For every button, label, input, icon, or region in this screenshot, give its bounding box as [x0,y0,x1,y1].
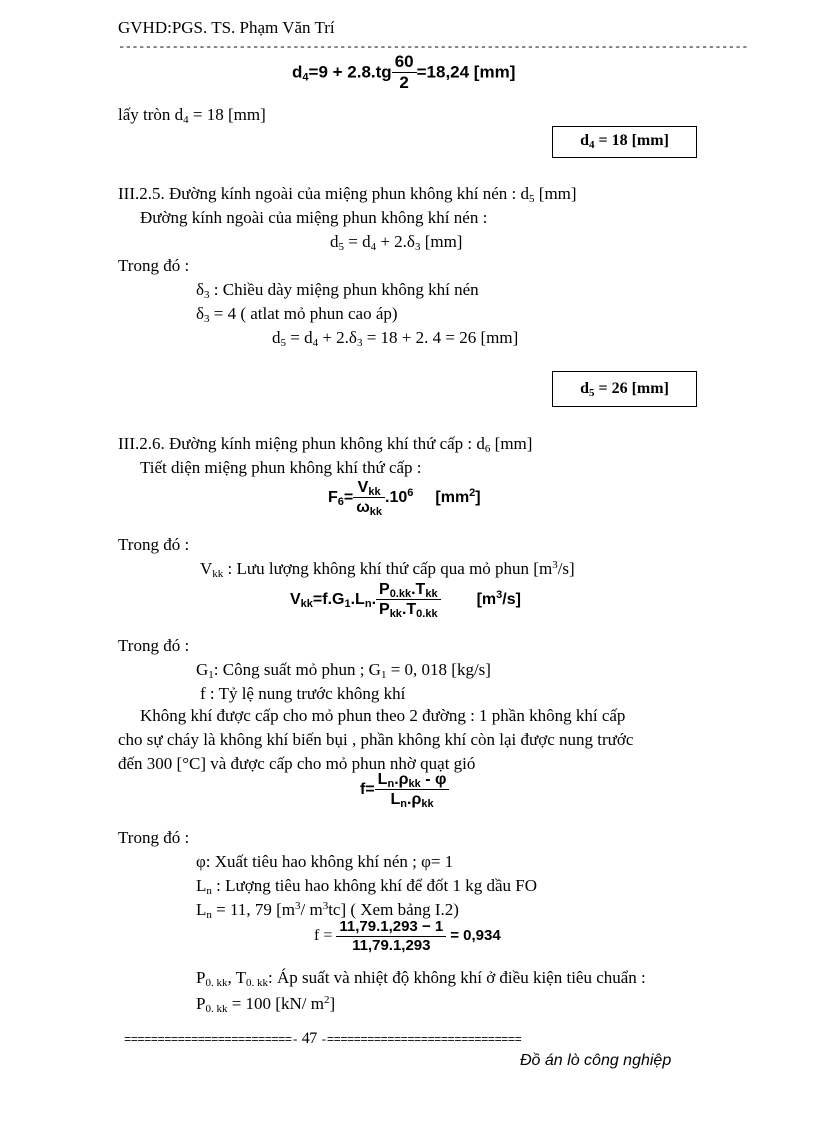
P0-value: $P_{0. kk} = 100$ [kN/ $m^2$] [196,994,336,1015]
section-desc-F6: Tiết diện miệng phun không khí thứ cấp : [140,458,422,477]
delta-value: $\delta_3 = 4$ ( atlat mỏ phun cao áp) [196,304,398,325]
paragraph-line-3: đến 300 [°C] và được cấp cho mỏ phun nhờ quạt gió [118,754,476,773]
delta-definition: $\delta_3$ : Chiều dày miệng phun không khí nén [196,280,479,301]
footer-title: Đồ án lò công nghiệp [520,1052,672,1069]
phi-definition: φ: Xuất tiêu hao không khí nén ; φ= 1 [196,852,454,871]
section-heading-III-2-5: III.2.5. Đường kính ngoài của miệng phun không khí nén : $d_5$ [mm] [118,184,577,205]
calc-d5: $d_5 = d_4 + 2.\delta_3 = 18 + 2$. 4 = 26 [mm] [272,328,519,349]
header-dashes: ---------------------------------------------------------------------------------------------- [118,40,748,54]
Vkk-definition: $V_{kk}$ : Lưu lượng không khí thứ cấp qua mỏ phun $[m^3/s]$ [200,559,575,580]
where-label: Trong đó : [118,256,190,275]
formula-d5: $d_5 = d_4 + 2.\delta_3$ [mm] [330,232,463,253]
result-box-d5: $d_5 = 26$ [mm] [552,371,697,407]
Ln-value: $L_n = 11$, 79 [$m^3/$ $m^3tc$] ( Xem bảng I.2) [196,900,459,921]
P0-T0-definition: $P_{0. kk}$, $T_{0. kk}$: Áp suất và nhiệt độ không khí ở điều kiện tiêu chuẩn : [196,968,646,989]
G1-definition: $G_1$: Công suất mỏ phun ; $G_1 = 0$, 018 [kg/s] [196,660,491,681]
where-label-3: Trong đó : [118,636,190,655]
footer-rule: =========================- 47 -============================= [124,1030,522,1047]
formula-F6: $F_6=$ $\frac{V_{kk}}{\omega_{kk}}$ $.10^6$ $[mm^2]$ [328,479,481,519]
section-heading-III-2-6: III.2.6. Đường kính miệng phun không khí thứ cấp : $d_6$ [mm] [118,434,533,455]
Ln-definition: $L_n$ : Lượng tiêu hao không khí để đốt 1 kg dầu FO [196,876,538,897]
f-calculation: f = $\frac{11,79.1,293 - 1}{11,79.1,293}$ = 0,934 [314,918,501,954]
section-desc-d5: Đường kính ngoài của miệng phun không khí nén : [140,208,488,227]
formula-f: f= $\frac{L_n.\rho_{kk} - \varphi}{L_n.\rho_{kk}}$ [360,770,449,809]
f-definition: f : Tỷ lệ nung trước không khí [200,684,406,703]
result-box-d4: $d_4 = 18$ [mm] [552,126,697,158]
paragraph-line-1: Không khí được cấp cho mỏ phun theo 2 đường : 1 phần không khí cấp [140,706,626,725]
page-number: 47 [298,1030,321,1047]
paragraph-line-2: cho sự cháy là không khí biến bụi , phần không khí còn lại được nung trước [118,730,634,749]
where-label-4: Trong đó : [118,828,190,847]
formula-Vkk: $V_{kk}=f.G_1.L_n$. $\frac{P_{0.kk}.T_{kk}}{P_{kk}.T_{0.kk}}$ $[m^3/s]$ [290,581,521,621]
formula-d4: $d_4=9 + 2.8.tg$ $\frac{60}{2}$ =18,24 [mm] [292,52,516,93]
round-d4: lấy tròn $d_4 = 18$ [mm] [118,105,266,126]
header-supervisor: GVHD:PGS. TS. Phạm Văn Trí [118,18,335,37]
where-label-2: Trong đó : [118,535,190,554]
